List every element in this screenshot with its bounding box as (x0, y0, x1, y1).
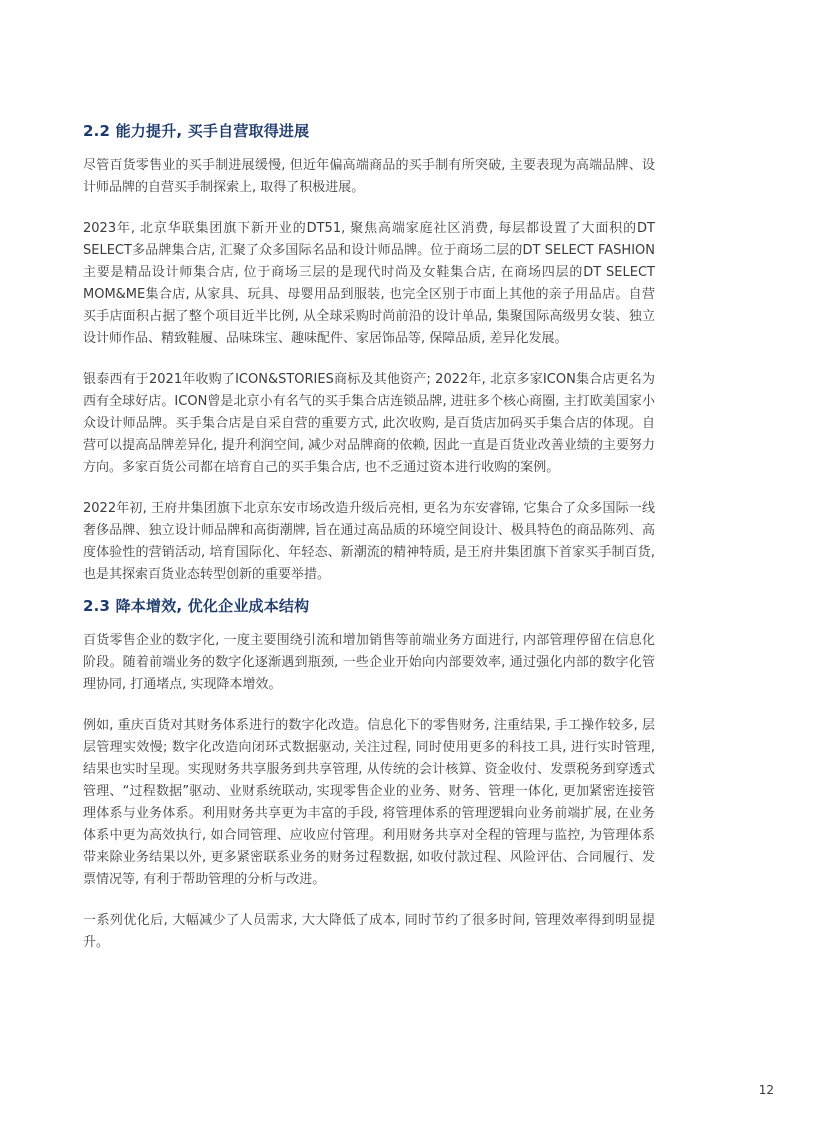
paragraph: 百货零售企业的数字化, 一度主要围绕引流和增加销售等前端业务方面进行, 内部管理停留在信息化阶段。随着前端业务的数字化逐渐遇到瓶颈, 一些企业开始向内部要效率, 通过强化内部的数字化管理协同, 打通堵点, 实现降本增效。 (83, 633, 655, 692)
paragraph: 2022年初, 王府井集团旗下北京东安市场改造升级后亮相, 更名为东安睿锦, 它集合了众多国际一线奢侈品牌、独立设计师品牌和高街潮牌, 旨在通过高品质的环境空间设计、极具特色的商品陈列、高度体验性的营销活动, 培育国际化、年轻态、新潮流的精神特质, 是王府井集团旗下首家买手制百货, 也是其探索百货业态转型创新的重要举措。 (83, 501, 655, 582)
paragraph: 一系列优化后, 大幅减少了人员需求, 大大降低了成本, 同时节约了很多时间, 管理效率得到明显提升。 (83, 913, 655, 950)
paragraph: 尽管百货零售业的买手制进展缓慢, 但近年偏高端商品的买手制有所突破, 主要表现为高端品牌、设计师品牌的自营买手制探索上, 取得了积极进展。 (83, 158, 655, 195)
paragraph: 2023年, 北京华联集团旗下新开业的DT51, 聚焦高端家庭社区消费, 每层都设置了大面积的DT SELECT多品牌集合店, 汇聚了众多国际名品和设计师品牌。位于商场二层的DT SELECT FASHION主要是精品设计师集合店, 位于商场三层的是现代时尚及女鞋集合店, 在商场四层的DT SELECT MOM&ME集合店, 从家具、玩具、母婴用品到服装, 也完全区别于市面上其他的亲子用品店。自营买手店面积占据了整个项目近半比例, 从全球采购时尚前沿的设计单品, 集聚国际高级男女装、独立设计师作品、精致鞋履、品味珠宝、趣味配件、家居饰品等, 保障品质, 差异化发展。 (83, 221, 655, 346)
paragraph: 银泰西有于2021年收购了ICON&STORIES商标及其他资产; 2022年, 北京多家ICON集合店更名为西有全球好店。ICON曾是北京小有名气的买手集合店连锁品牌, 进驻多个核心商圈, 主打欧美国家小众设计师品牌。买手集合店是自采自营的重要方式, 此次收购, 是百货店加码买手集合店的体现。自营可以提高品牌差异化, 提升利润空间, 减少对品牌商的依赖, 因此一直是百货业改善业绩的主要努力方向。多家百货公司都在培育自己的买手集合店, 也不乏通过资本进行收购的案例。 (83, 372, 655, 475)
section-title-2-3: 2.3 降本增效, 优化企业成本结构 (83, 597, 310, 615)
page-number: 12 (758, 1083, 774, 1097)
section-title-2-2: 2.2 能力提升, 买手自营取得进展 (83, 122, 310, 140)
paragraph: 例如, 重庆百货对其财务体系进行的数字化改造。信息化下的零售财务, 注重结果, 手工操作较多, 层层管理实效慢; 数字化改造向闭环式数据驱动, 关注过程, 同时使用更多的科技工具, 进行实时管理, 结果也实时呈现。实现财务共享服务到共享管理, 从传统的会计核算、资金收付、发票税务到穿透式管理、“过程数据”驱动、业财系统联动, 实现零售企业的业务、财务、管理一体化, 更加紧密连接管理体系与业务体系。利用财务共享更为丰富的手段, 将管理体系的管理逻辑向业务前端扩展, 在业务体系中更为高效执行, 如合同管理、应收应付管理。利用财务共享对全程的管理与监控, 为管理体系带来除业务结果以外, 更多紧密联系业务的财务过程数据, 如收付款过程、风险评估、合同履行、发票情况等, 有利于帮助管理的分析与改进。 (83, 718, 655, 887)
document-page (83, 118, 655, 954)
